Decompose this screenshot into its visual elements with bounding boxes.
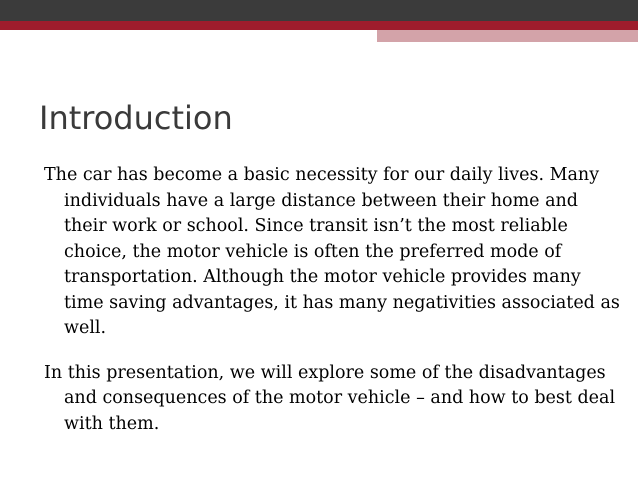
header-red-stripe bbox=[0, 21, 638, 30]
header-pink-tab bbox=[377, 30, 638, 42]
header-dark-bar bbox=[0, 0, 638, 21]
body-paragraph-overview: In this presentation, we will explore some of the disadvantages and consequences of the motor vehicle – and how to best deal with them. bbox=[44, 362, 616, 434]
body-paragraph-intro: The car has become a basic necessity for our daily lives. Many individuals have a large distance between their home and their work or school. Since transit isn’t the most reliable choice, the motor vehicle is often the preferred mode of transportation. Although the motor vehicle provides many time saving advantages, it has many negativities associated as well. bbox=[44, 165, 620, 338]
slide-title: Introduction bbox=[39, 99, 233, 137]
slide-body bbox=[44, 163, 624, 437]
